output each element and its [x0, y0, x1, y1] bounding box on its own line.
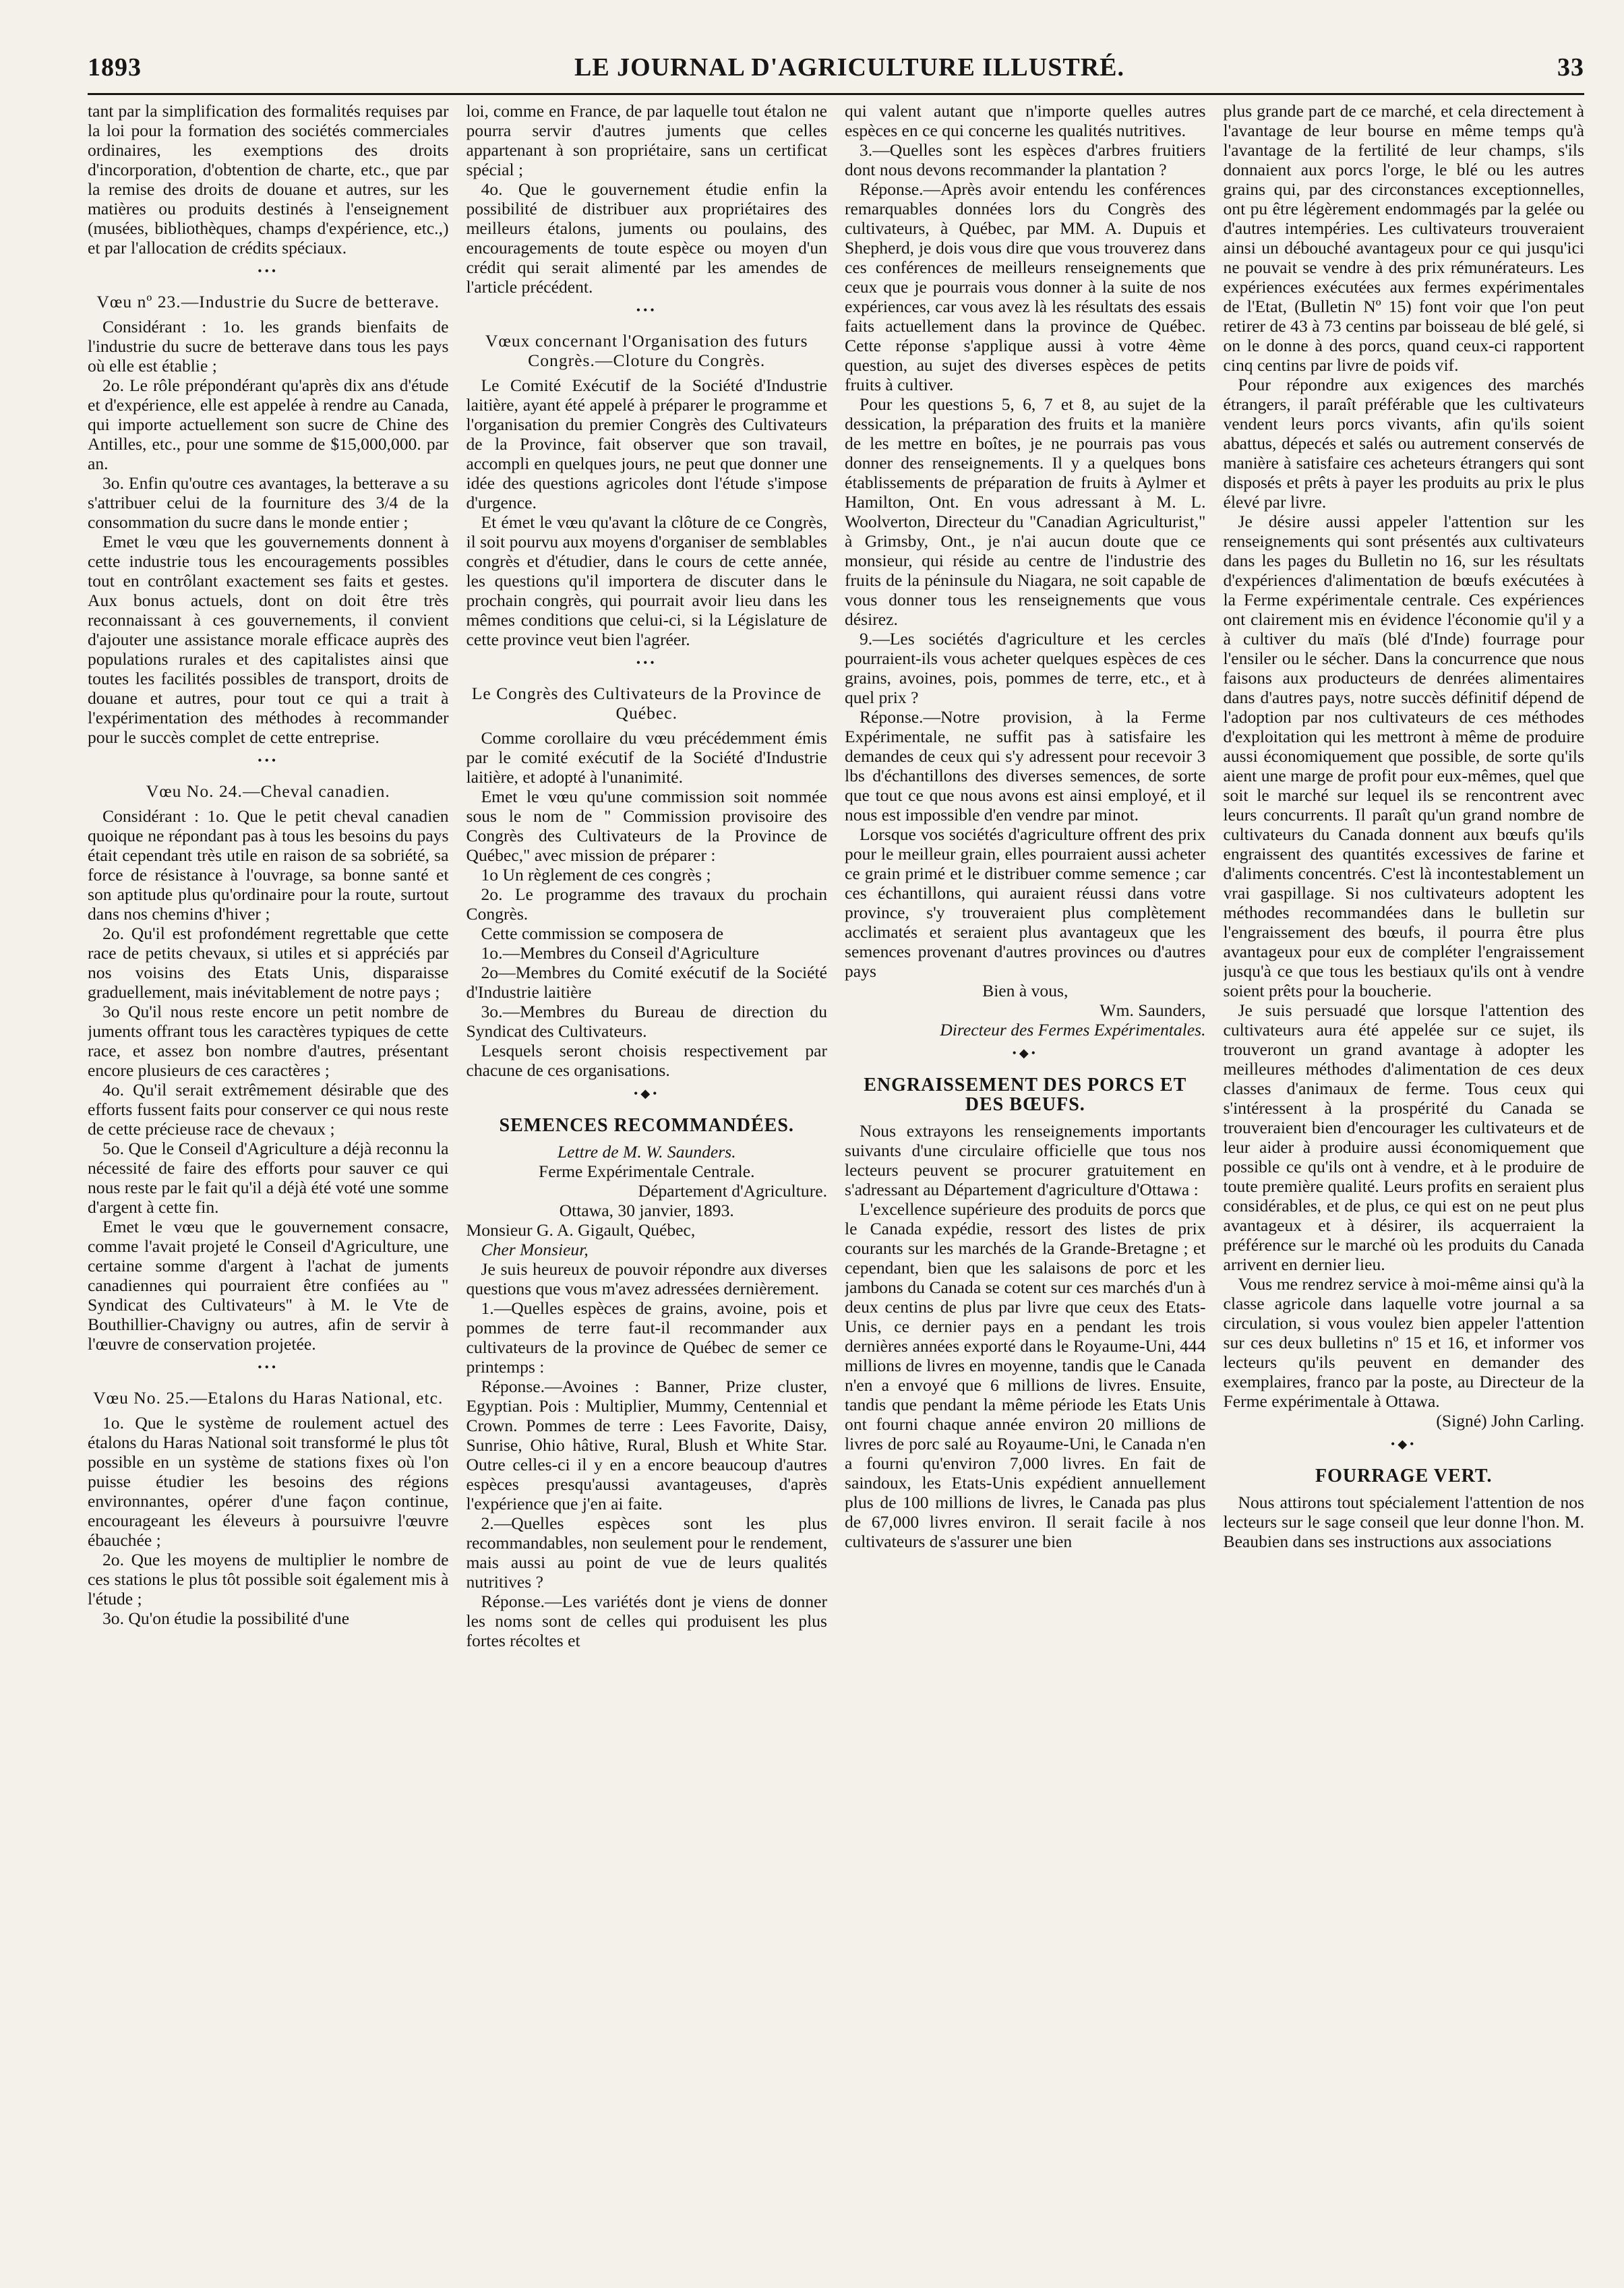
paragraph: tant par la simplification des formalités requises par la loi pour la formation des sociétés commerciales ordinaires, les exemptions des droits d'incorporation, d'obtention de charte, etc., que par la remise des droits de douane et autres, sur les matières ou produits destinés à l'enseignement (musées, bibliothèques, champs d'expérience, etc.,) et par l'allocation de crédits spéciaux. [88, 101, 449, 258]
paragraph: Lesquels seront choisis respectivement par chacune de ces organisations. [466, 1041, 827, 1080]
section-heading: Vœu nº 23.—Industrie du Sucre de betterave. [96, 292, 440, 311]
letter-recipient: Monsieur G. A. Gigault, Québec, [466, 1220, 696, 1240]
section-ornament: ••• [636, 303, 657, 317]
article-heading: FOURRAGE VERT. [1315, 1466, 1493, 1486]
paragraph: Je suis heureux de pouvoir répondre aux diverses questions que vous m'avez adressées dernièrement. [466, 1259, 827, 1298]
paragraph: 3o. Qu'on étudie la possibilité d'une [102, 1608, 350, 1628]
paragraph: 3o Qu'il nous reste encore un petit nombre de juments offrant tous les caractères typiques de cette race, et assez bon nombre d'autres, présentant encore plusieurs de ces caractères ; [88, 1002, 449, 1080]
header-title: LE JOURNAL D'AGRICULTURE ILLUSTRÉ. [574, 53, 1124, 82]
paragraph: Je suis persuadé que lorsque l'attention des cultivateurs aura été appelée sur ce sujet, ils trouveront un grand avantage à adopter les meilleures méthodes d'alimentation de ces deux classes d'animaux de ferme. Tous ceux qui s'intéressent à la prospérité du Canada se trouveraient bien d'encourager les cultivateurs et de leur aider à produire aussi économiquement que possible ce qu'ils ont à vendre, et à le produire de toute première qualité. Leurs profits en seraient plus considérables, et de plus, ce qui est on ne peut plus avantageux et à désirer, ils acquerraient la préférence sur le marché où les produits du Canada arrivent en dernier lieu. [1223, 1000, 1584, 1274]
letter-address-line: Ferme Expérimentale Centrale. [539, 1162, 755, 1181]
letter-signature-title: Directeur des Fermes Expérimentales. [940, 1020, 1206, 1040]
letter-address-line: Département d'Agriculture. [638, 1181, 827, 1201]
paragraph: Vous me rendrez service à moi-même ainsi qu'à la classe agricole dans laquelle votre journal a sa circulation, si vous voulez bien appeler l'attention sur ces deux bulletins nº 15 et 16, et informer vos lecteurs qu'ils peuvent en demander des exemplaires, franco par la poste, au Directeur de la Ferme expérimentale à Ottawa. [1223, 1274, 1584, 1411]
paragraph: 2o. Qu'il est profondément regrettable que cette race de petits chevaux, si utiles et si appréciés par nos voisins des Etats Unis, disparaisse graduellement, mais inévitablement de notre pays ; [88, 924, 449, 1002]
paragraph: Réponse.—Avoines : Banner, Prize cluster, Egyptian. Pois : Multiplier, Mummy, Centennial et Crown. Pommes de terre : Lees Favorite, Daisy, Sunrise, Ohio hâtive, Rural, Blush et White Star. Outre celles-ci il y en a encore beaucoup d'autres espèces presqu'aussi avantageuses, d'après l'expérience que j'en ai faite. [466, 1377, 827, 1513]
column-1 [88, 101, 449, 2268]
letter-title: Lettre de M. W. Saunders. [557, 1142, 736, 1162]
letter-salutation: Cher Monsieur, [481, 1240, 589, 1259]
column-4 [1224, 101, 1585, 2268]
paragraph: 1o Un règlement de ces congrès ; [481, 865, 711, 884]
paragraph: Réponse.—Les variétés dont je viens de donner les noms sont de celles qui produisent les plus fortes récoltes et [466, 1592, 827, 1650]
paragraph: qui valent autant que n'importe quelles autres espèces en ce qui concerne les qualités nutritives. [845, 101, 1206, 140]
page-header [88, 53, 1584, 92]
paragraph: loi, comme en France, de par laquelle tout étalon ne pourra servir d'autres juments que celles appartenant à son propriétaire, sans un certificat spécial ; [466, 101, 827, 179]
paragraph: 3o. Enfin qu'outre ces avantages, la betterave a su s'attribuer celui de la fourniture des 3/4 de la consommation du sucre dans le monde entier ; [88, 473, 449, 532]
article-heading: SEMENCES RECOMMANDÉES. [499, 1115, 794, 1136]
section-ornament: ••• [258, 264, 279, 278]
column-2 [467, 101, 828, 2268]
section-heading: Vœux concernant l'Organisation des futurs Congrès.—Cloture du Congrès. [485, 331, 808, 370]
paragraph: 3o.—Membres du Bureau de direction du Syndicat des Cultivateurs. [466, 1002, 827, 1041]
paragraph: plus grande part de ce marché, et cela directement à l'avantage de leur bourse en même temps qu'à l'avantage de la fertilité de leur champs, s'ils donnaient aux porcs l'orge, le blé ou les autres grains qui, par des circonstances exceptionnelles, ont pu être légèrement endommagés par la gelée ou d'autres intempéries. Les cultivateurs trouveraient ainsi un débouché avantageux pour ce qui jusqu'ici ne pouvait se vendre à des prix rémunérateurs. Les expériences exécutées aux fermes expérimentales de l'Etat, (Bulletin Nº 15) font voir que l'on peut retirer de 43 à 73 centins par boisseau de blé gelé, si on le donne à des porcs, quand ceux-ci rapportent cinq centins par livre de poids vif. [1223, 101, 1584, 375]
paragraph: 2.—Quelles espèces sont les plus recommandables, non seulement pour le rendement, mais aussi au point de vue de leurs qualités nutritives ? [466, 1513, 827, 1592]
column-3 [845, 101, 1206, 2268]
section-ornament: •◆• [1391, 1437, 1417, 1451]
section-ornament: ••• [258, 1360, 279, 1374]
header-rule [88, 93, 1584, 95]
paragraph: 9.—Les sociétés d'agriculture et les cercles pourraient-ils vous acheter quelques espèces de ces grains, avoines, pois, pommes de terre, etc., et à quel prix ? [845, 629, 1206, 707]
paragraph: L'excellence supérieure des produits de porcs que le Canada expédie, ressort des listes de prix courants sur les marchés de la Grande-Bretagne ; et cependant, bien que les salaisons de porc et les jambons du Canada se cotent sur ces marchés d'un à deux centins de plus par livre que ceux des Etats-Unis, ce dernier pays en a pendant les trois dernières années exporté dans le Royaume-Uni, 444 millions de livres en moyenne, tandis que le Canada n'en a envoyé que 6 millions de livres. Ensuite, tandis que pendant la même période les Etats Unis ont fourni chaque année environ 20 millions de livres de porc salé au Royaume-Uni, le Canada n'en a fourni qu'environ 7,000 livres. En fait de saindoux, les Etats-Unis expédient annuellement plus de 100 millions de livres, le Canada pas plus de 67,000 livres environ. Il serait facile à nos cultivateurs de s'assurer une bien [845, 1199, 1206, 1551]
paragraph: Nous attirons tout spécialement l'attention de nos lecteurs sur le sage conseil que leur donne l'hon. M. Beaubien dans ses instructions aux associations [1223, 1493, 1584, 1551]
paragraph: Et émet le vœu qu'avant la clôture de ce Congrès, il soit pourvu aux moyens d'organiser de semblables congrès et d'étudier, dans le cours de cette année, les questions qu'il importera de discuter dans le prochain congrès, qui pourrait avoir lieu dans les mêmes conditions que celui-ci, si la Législature de cette province veut bien l'agréer. [466, 512, 827, 649]
section-ornament: ••• [258, 754, 279, 767]
header-page-number: 33 [1557, 53, 1584, 82]
paragraph: 2o. Le rôle prépondérant qu'après dix ans d'étude et d'expérience, elle est appelée à rendre au Canada, qui importe actuellement son sucre de Chine des Antilles, etc., pour une somme de $15,000,000. par an. [88, 375, 449, 473]
paragraph: 5o. Que le Conseil d'Agriculture a déjà reconnu la nécessité de faire des efforts pour sauver ce qui nous reste par le fait qu'il a déjà été voté une somme d'argent à cette fin. [88, 1139, 449, 1217]
paragraph: Le Comité Exécutif de la Société d'Industrie laitière, ayant été appelé à préparer le programme et l'organisation du premier Congrès des Cultivateurs de la Province, fait observer que son travail, accompli en quelques jours, ne peut que donner une idée des questions agricoles dont l'étude s'impose d'urgence. [466, 375, 827, 512]
paragraph: 2o. Le programme des travaux du prochain Congrès. [466, 884, 827, 924]
header-year: 1893 [88, 53, 142, 82]
section-ornament: ••• [636, 656, 657, 669]
paragraph: Cette commission se composera de [481, 924, 724, 943]
paragraph: Considérant : 1o. les grands bienfaits de l'industrie du sucre de betterave dans tous les pays où elle est établie ; [88, 317, 449, 375]
section-ornament: •◆• [634, 1087, 660, 1100]
paragraph: 2o. Que les moyens de multiplier le nombre de ces stations le plus tôt possible soit également mis à l'étude ; [88, 1550, 449, 1608]
paragraph: 1o.—Membres du Conseil d'Agriculture [481, 943, 760, 963]
article-columns [88, 101, 1584, 2268]
paragraph: Emet le vœu que le gouvernement consacre, comme l'avait projeté le Conseil d'Agriculture, une certaine somme d'argent à l'achat de juments canadiennes qui pourraient être confiées au " Syndicat des Cultivateurs" à M. le Vte de Bouthillier-Chavigny ou autres, afin de servir à l'œuvre de conservation projetée. [88, 1217, 449, 1354]
letter-signature: (Signé) John Carling. [1436, 1411, 1584, 1431]
paragraph: Considérant : 1o. Que le petit cheval canadien quoique ne répondant pas à tous les besoins du pays était cependant très utile en raison de sa sobriété, sa force de résistance à l'ouvrage, sa bonne santé et son aptitude plus qu'ordinaire pour la route, surtout dans nos chemins d'hiver ; [88, 806, 449, 924]
paragraph: 1.—Quelles espèces de grains, avoine, pois et pommes de terre faut-il recommander aux cultivateurs de la province de Québec de semer ce printemps : [466, 1298, 827, 1377]
paragraph: Emet le vœu qu'une commission soit nommée sous le nom de " Commission provisoire des Congrès des Cultivateurs de la Province de Québec," avec mission de préparer : [466, 787, 827, 865]
paragraph: 4o. Que le gouvernement étudie enfin la possibilité de distribuer aux propriétaires des meilleurs étalons, juments ou poulains, des encouragements de toute espèce ou moyen d'un crédit qui serait alimenté par les amendes de l'article précédent. [466, 179, 827, 297]
paragraph: Réponse.—Après avoir entendu les conférences remarquables données lors du Congrès des cultivateurs, à Québec, par MM. A. Dupuis et Shepherd, je dois vous dire que vous trouverez dans ces conférences de meilleurs renseignements que ceux que je pourrais vous donner à la suite de nos expériences, car vous avez là les résultats des essais faits actuellement dans la province de Québec. Cette réponse s'applique aussi à votre 4ème question, au sujet des diverses espèces de petits fruits à cultiver. [845, 179, 1206, 394]
section-ornament: •◆• [1012, 1046, 1038, 1060]
paragraph: Pour répondre aux exigences des marchés étrangers, il paraît préférable que les cultivateurs vendent leurs porcs vivants, afin qu'ils soient abattus, dépecés et salés ou autrement conservés de manière à satisfaire ces acheteurs étrangers qui sont disposés et prêts à payer les produits au prix le plus élevé par livre. [1223, 375, 1584, 512]
section-heading: Le Congrès des Cultivateurs de la Province de Québec. [471, 684, 822, 723]
paragraph: Pour les questions 5, 6, 7 et 8, au sujet de la dessication, la préparation des fruits et la manière de les mettre en boîtes, je ne pourrais pas vous donner des renseignements. Il y a quelques bons établissements de préparation de fruits à Aylmer et Hamilton, Ont. En vous adressant à M. L. Woolverton, Directeur du "Canadian Agriculturist," à Grimsby, Ont., je n'ai aucun doute que ce monsieur, qui réside au centre de l'industrie des fruits de la péninsule du Niagara, ne soit capable de vous donner tous les renseignements que vous désirez. [845, 394, 1206, 629]
paragraph: 4o. Qu'il serait extrêmement désirable que des efforts fussent faits pour conserver ce qui nous reste de cette précieuse race de chevaux ; [88, 1080, 449, 1139]
paragraph: Lorsque vos sociétés d'agriculture offrent des prix pour le meilleur grain, elles pourraient aussi acheter ce grain primé et le distribuer comme semence ; car ces échantillons, qui auraient réussi dans votre province, s'y trouveraient plus complètement acclimatés et seraient plus avantageux que les semences provenant d'autres provinces ou d'autres pays [845, 824, 1206, 981]
paragraph: Réponse.—Notre provision, à la Ferme Expérimentale, ne suffit pas à satisfaire les demandes de ceux qui s'y adressent pour recevoir 3 lbs d'échantillons des diverses semences, de sorte que tout ce que nous avons est ainsi employé, et il nous est impossible d'en vendre par minot. [845, 707, 1206, 824]
letter-date: Ottawa, 30 janvier, 1893. [559, 1201, 734, 1220]
paragraph: Je désire aussi appeler l'attention sur les renseignements qui sont présentés aux cultivateurs dans les pages du Bulletin no 16, sur les résultats d'expériences d'alimentation de bœufs exécutées à la Ferme expérimentale centrale. Ces expériences ont clairement mis en évidence l'économie qu'il y a à cultiver du maïs (blé d'Inde) fourrage pour l'ensiler ou le sécher. Dans la concurrence que nous faisons aux producteurs de denrées alimentaires dans d'autres pays, notre succès définitif dépend de l'adoption par nos cultivateurs de ces méthodes d'exploitation qui les mettront à même de produire aussi économiquement que possible, de sorte qu'ils aient une marge de profit pour eux-mêmes, quel que soit le marché sur lequel ils se rencontrent avec leurs concurrents. Il paraît qu'un grand nombre de cultivateurs du Canada donnent aux bœufs qu'ils engraissent des quantités excessives de farine et d'aliments concentrés. C'est là incontestablement un vrai gaspillage. Si nos cultivateurs adoptent les méthodes recommandées dans le bulletin sur l'engraissement des bœufs, il pourra être plus avantageux pour eux de compléter l'engraissement jusqu'à ce que tous les bestiaux qu'ils ont à vendre soient prêts pour la boucherie. [1223, 512, 1584, 1000]
paragraph: 2o—Membres du Comité exécutif de la Société d'Industrie laitière [466, 963, 827, 1002]
paragraph: 3.—Quelles sont les espèces d'arbres fruitiers dont nous devons recommander la plantation ? [845, 140, 1206, 179]
letter-closing: Bien à vous, [982, 981, 1069, 1000]
paragraph: 1o. Que le système de roulement actuel des étalons du Haras National soit transformé le plus tôt possible en un système de stations fixes où l'on puisse étudier les besoins des régions environnantes, opérer d'une façon continue, encourageant les éleveurs à poursuivre l'œuvre ébauchée ; [88, 1413, 449, 1550]
paragraph: Emet le vœu que les gouvernements donnent à cette industrie tous les encouragements possibles tout en contrôlant exactement ses faits et gestes. Aux bonus actuels, dont on doit être très reconnaissant à ces gouvernements, il convient d'ajouter une assistance morale efficace auprès des populations rurales et des capitalistes ainsi que toutes les facilités possibles de transport, droits de douane et autres, pour tout ce qui a trait à l'expérimentation des méthodes à recommander pour le succès complet de cette entreprise. [88, 532, 449, 747]
letter-signature: Wm. Saunders, [1100, 1000, 1206, 1020]
paragraph: Comme corollaire du vœu précédemment émis par le comité exécutif de la Société d'Industrie laitière, et adopté à l'unanimité. [466, 728, 827, 787]
paragraph: Nous extrayons les renseignements importants suivants d'une circulaire officielle que tous nos lecteurs peuvent se procurer gratuitement en s'adressant au Département d'agriculture d'Ottawa : [845, 1121, 1206, 1199]
section-heading: Vœu No. 25.—Etalons du Haras National, etc. [93, 1388, 444, 1408]
article-heading: ENGRAISSEMENT DES PORCS ET DES BŒUFS. [864, 1075, 1187, 1115]
section-heading: Vœu No. 24.—Cheval canadien. [146, 781, 390, 801]
